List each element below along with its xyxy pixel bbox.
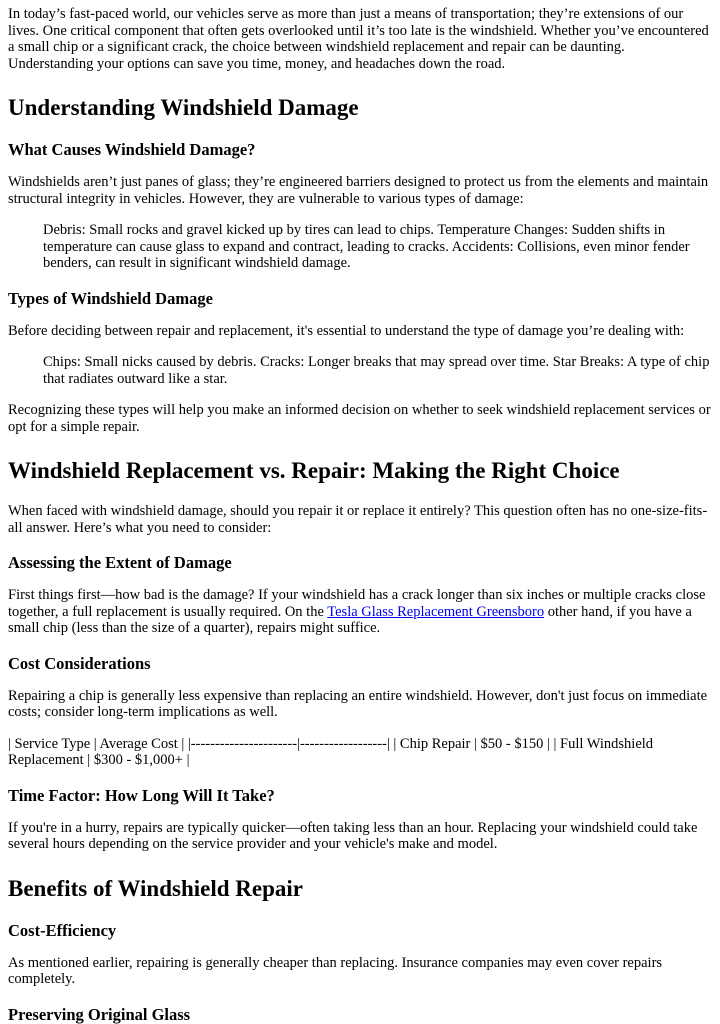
extent-paragraph [8,587,712,637]
heading-preserving-glass: Preserving Original Glass [8,1004,191,1024]
heading-time-factor: Time Factor: How Long Will It Take? [8,785,275,805]
types-paragraph: Before deciding between repair and replacement, it's essential to understand the type of damage you’re dealing with: [8,322,685,339]
types-quote: Chips: Small nicks caused by debris. Cracks: Longer breaks that may spread over time. Star Breaks: A type of chip that radiates outward like a star. [43,354,710,387]
cost-efficiency-paragraph: As mentioned earlier, repairing is generally cheaper than replacing. Insurance companies may even cover repairs completely. [8,954,663,987]
causes-quote: Debris: Small rocks and gravel kicked up by tires can lead to chips. Temperature Changes: Sudden shifts in temperature can cause glass to expand and contract, leading to cracks. Accidents: Collisions, even minor fender benders, can result in significant windshield damage. [43,222,690,271]
heading-cost-efficiency: Cost-Efficiency [8,920,117,940]
types-after-paragraph: Recognizing these types will help you make an informed decision on whether to seek windshield replacement services or opt for a simple repair. [8,402,711,435]
extent-text-after: other hand, if you have a small chip (less than the size of a quarter), repairs might suffice. [8,603,692,636]
cost-table-text: | Service Type | Average Cost | |----------------------|------------------| | Chip Repair | $50 - $150 | | Full Windshield Replacement | $300 - $1,000+ | [8,735,654,768]
cost-paragraph: Repairing a chip is generally less expensive than replacing an entire windshield. However, don't just focus on immediate costs; consider long-term implications as well. [8,687,708,720]
causes-paragraph: Windshields aren’t just panes of glass; they’re engineered barriers designed to protect us from the elements and maintain structural integrity in vehicles. However, they are vulnerable to various types of damage: [8,174,709,207]
intro-paragraph: In today’s fast-paced world, our vehicles serve as more than just a means of transportation; they’re extensions of our lives. One critical component that often gets overlooked until it’s too late is the windshield. Whether you’ve encountered a small chip or a significant crack, the choice between windshield replacement and repair can be daunting. Understanding your options can save you time, money, and headaches down the road. [8,6,709,72]
heading-assessing-extent: Assessing the Extent of Damage [8,553,232,572]
heading-types: Types of Windshield Damage [8,288,213,308]
heading-understanding-damage: Understanding Windshield Damage [8,95,359,120]
heading-replacement-vs-repair: Windshield Replacement vs. Repair: Making the Right Choice [8,458,620,483]
time-paragraph: If you're in a hurry, repairs are typically quicker—often taking less than an hour. Replacing your windshield could take several hours depending on the service provider and your vehicle's make and model. [8,819,698,852]
replacement-vs-repair-paragraph: When faced with windshield damage, should you repair it or replace it entirely? This question often has no one-size-fits-all answer. Here’s what you need to consider: [8,503,708,536]
tesla-glass-link[interactable]: Tesla Glass Replacement Greensboro [327,603,545,620]
extent-text-before: First things first—how bad is the damage? If your windshield has a crack longer than six inches or multiple cracks close together, a full replacement is usually required. On the [8,587,706,620]
heading-benefits-repair: Benefits of Windshield Repair [8,875,303,901]
heading-cost-considerations: Cost Considerations [8,653,151,673]
heading-what-causes: What Causes Windshield Damage? [8,140,256,159]
